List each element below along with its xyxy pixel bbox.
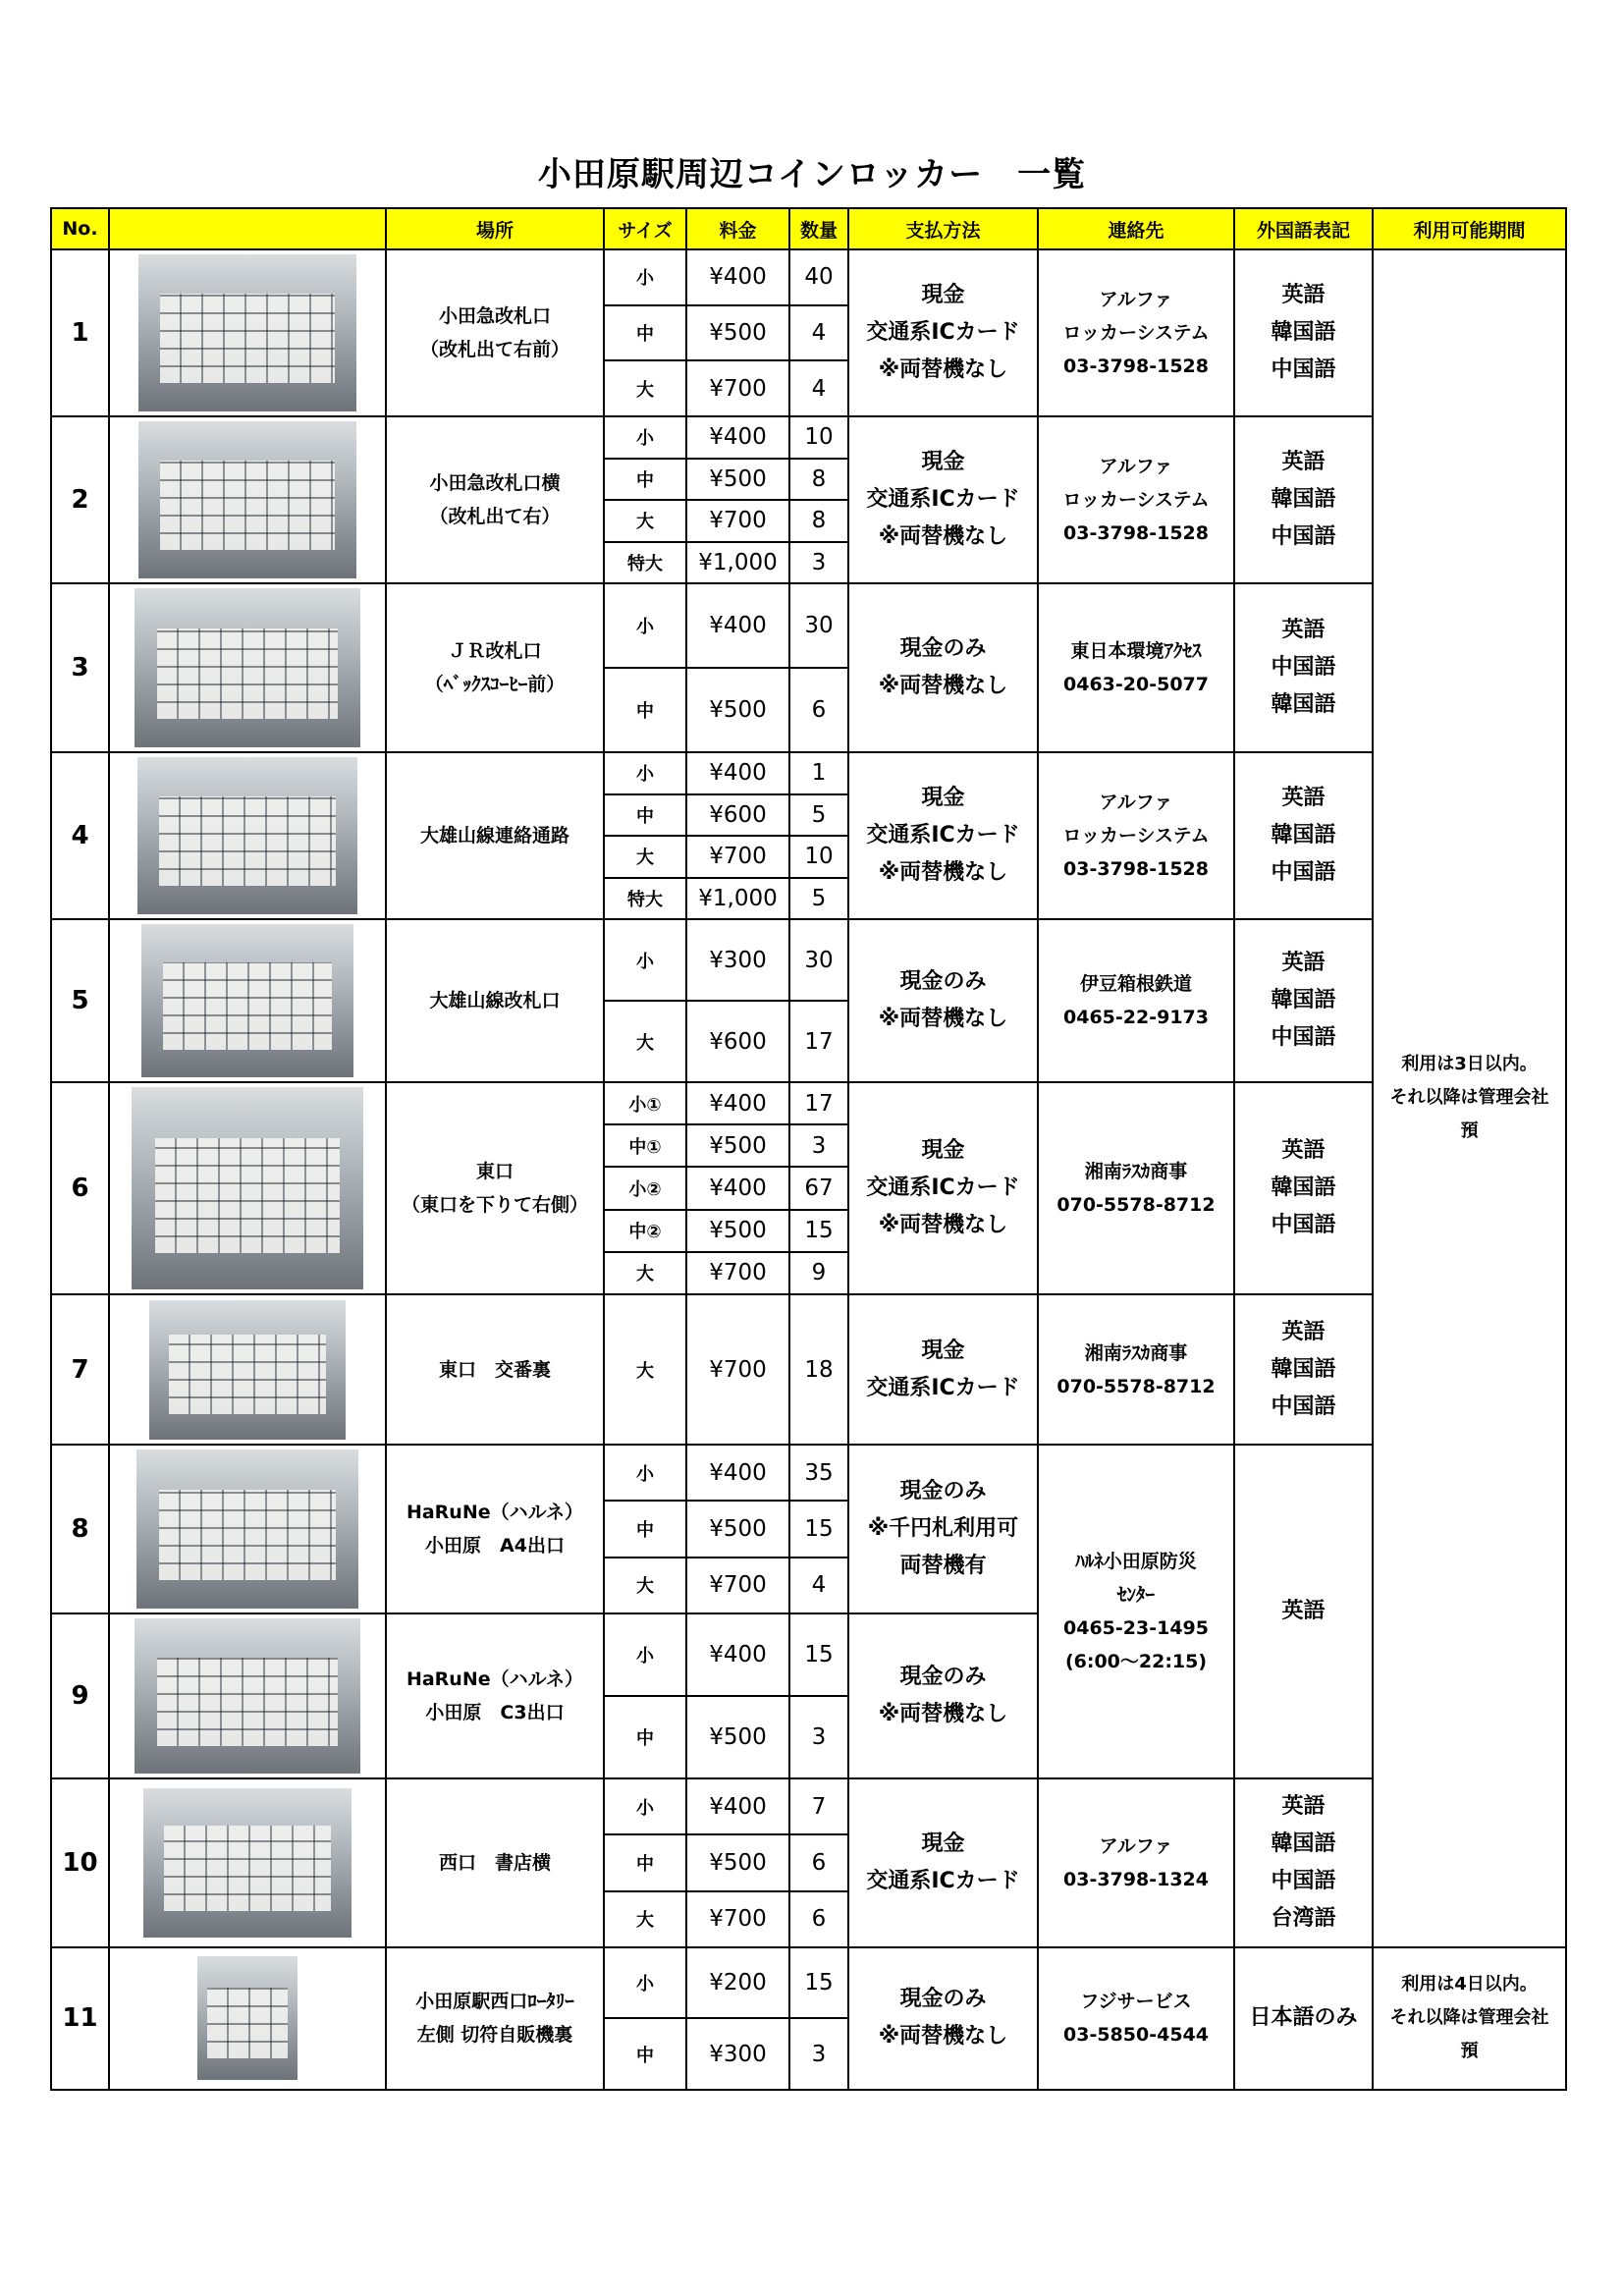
language-support [1234,249,1373,416]
payment-method-line: 交通系ICカード [866,487,1020,512]
price-value: ¥500 [686,1124,789,1167]
locker-photo-cell [109,1082,386,1294]
payment-method-line: 現金のみ [899,636,987,661]
payment-method-line: 両替機有 [899,1554,987,1578]
location-line: 東口 交番裏 [438,1358,551,1381]
locker-photo-cell [109,1294,386,1445]
contact-info [1038,1947,1234,2090]
payment-method-line: 現金 [921,1831,965,1856]
quantity-value: 3 [789,542,848,584]
quantity-value: 3 [789,1696,848,1778]
header-payment: 支払方法 [848,208,1038,249]
location [386,1947,604,2090]
usage-period-line: 利用は3日以内。 [1401,1054,1538,1075]
row-number: 3 [51,583,109,752]
size-label: 小 [604,1445,686,1501]
quantity-value: 6 [789,1834,848,1890]
contact-info-line: 東日本環境ｱｸｾｽ [1070,640,1202,662]
size-label: 大 [604,1294,686,1445]
payment-method-line: 交通系ICカード [866,823,1020,847]
row-number: 9 [51,1613,109,1778]
locker-photo [138,254,356,411]
locker-photo [136,1449,358,1609]
location-line: （改札出て右前） [419,339,569,360]
size-label: 小① [604,1082,686,1124]
quantity-value: 6 [789,668,848,752]
table-row [51,583,1566,668]
language-support-line: 中国語 [1271,357,1336,382]
language-support-line: 中国語 [1271,1213,1336,1237]
payment-method [848,1613,1038,1778]
price-value: ¥700 [686,1558,789,1613]
quantity-value: 5 [789,878,848,920]
language-support [1234,1445,1373,1778]
language-support-line: 韓国語 [1271,320,1336,345]
contact-info-line: ロッカーシステム [1062,322,1210,344]
table-row [51,416,1566,459]
language-support-line: 韓国語 [1271,1175,1336,1200]
table-row [51,1294,1566,1445]
header-row [51,208,1566,249]
location-line: 大雄山線改札口 [429,990,561,1011]
location [386,1613,604,1778]
location-line: 左側 切符自販機裏 [416,2024,573,2047]
language-support-line: 中国語 [1271,1025,1336,1050]
size-label: 中 [604,1696,686,1778]
payment-method-line: 交通系ICカード [866,1375,1020,1400]
payment-method-line: 交通系ICカード [866,320,1020,345]
payment-method [848,752,1038,919]
contact-info-line: アルファ [1099,1834,1173,1857]
locker-photo-cell [109,752,386,919]
quantity-value: 1 [789,752,848,794]
contact-info-line: 0465-22-9173 [1063,1007,1209,1028]
language-support [1234,1294,1373,1445]
size-label: 小 [604,752,686,794]
language-support-line: 英語 [1281,786,1326,810]
size-label: 大 [604,1891,686,1947]
location-line: 小田原 A4出口 [425,1535,565,1557]
quantity-value: 17 [789,1001,848,1082]
price-value: ¥400 [686,1445,789,1501]
usage-period-line: 預 [1460,2041,1479,2062]
contact-info-line: 0465-23-1495 [1063,1617,1209,1639]
payment-method-line: 現金のみ [899,1987,987,2012]
payment-method-line: 現金 [921,1138,965,1163]
header-location: 場所 [386,208,604,249]
size-label: 特大 [604,542,686,584]
quantity-value: 15 [789,1613,848,1696]
locker-photo [135,1618,360,1774]
price-value: ¥700 [686,836,789,878]
language-support-line: 中国語 [1271,655,1336,680]
size-label: 特大 [604,878,686,920]
location-line: 西口 書店横 [438,1851,551,1874]
contact-info [1038,919,1234,1082]
price-value: ¥400 [686,752,789,794]
size-label: 大 [604,1252,686,1294]
header-language: 外国語表記 [1234,208,1373,249]
size-label: 小 [604,1613,686,1696]
location [386,249,604,416]
size-label: 中 [604,794,686,837]
payment-method-line: 現金 [921,786,965,810]
payment-method-line: ※両替機なし [878,524,1008,549]
size-label: 小 [604,249,686,305]
price-value: ¥500 [686,1501,789,1557]
usage-period-line: 利用は4日以内。 [1401,1974,1538,1995]
contact-info-line: ロッカーシステム [1062,825,1210,847]
price-value: ¥1,000 [686,542,789,584]
size-label: 大 [604,500,686,542]
contact-info-line: アルファ [1099,456,1173,477]
language-support-line: 英語 [1281,618,1326,642]
size-label: 中 [604,1834,686,1890]
payment-method-line: ※両替機なし [878,860,1008,885]
row-number: 5 [51,919,109,1082]
language-support-line: 英語 [1281,450,1326,474]
price-value: ¥1,000 [686,878,789,920]
quantity-value: 7 [789,1778,848,1834]
contact-info-line: 03-5850-4544 [1063,2024,1209,2047]
location-line: ＪＲ改札口 [448,640,542,662]
payment-method-line: ※両替機なし [878,1702,1008,1726]
price-value: ¥200 [686,1947,789,2019]
language-support-line: 台湾語 [1271,1905,1336,1931]
language-support-line: 韓国語 [1271,1831,1336,1856]
price-value: ¥400 [686,416,789,459]
quantity-value: 40 [789,249,848,305]
contact-info-line: アルファ [1099,289,1173,310]
locker-photo [138,421,356,578]
payment-method-line: ※両替機なし [878,674,1008,698]
row-number: 6 [51,1082,109,1294]
locker-photo-cell [109,919,386,1082]
table-row [51,752,1566,794]
quantity-value: 15 [789,1210,848,1252]
table-row [51,1082,1566,1124]
size-label: 大 [604,1558,686,1613]
location-line: 小田原駅西口ﾛｰﾀﾘｰ [415,1991,574,2013]
header-price: 料金 [686,208,789,249]
contact-info-line: 03-3798-1528 [1063,858,1209,880]
location [386,1082,604,1294]
language-support-line: 英語 [1281,1319,1326,1344]
contact-info [1038,249,1234,416]
locker-photo-cell [109,249,386,416]
size-label: 中 [604,1501,686,1557]
price-value: ¥700 [686,1891,789,1947]
contact-info-line: ｾﾝﾀｰ [1116,1584,1155,1606]
price-value: ¥600 [686,794,789,837]
payment-method [848,1294,1038,1445]
row-number: 11 [51,1947,109,2090]
price-value: ¥300 [686,919,789,1001]
size-label: 大 [604,360,686,416]
quantity-value: 9 [789,1252,848,1294]
contact-info [1038,752,1234,919]
size-label: 小 [604,1778,686,1834]
language-support [1234,583,1373,752]
quantity-value: 10 [789,836,848,878]
header-period: 利用可能期間 [1373,208,1566,249]
price-value: ¥400 [686,249,789,305]
price-value: ¥400 [686,583,789,668]
price-value: ¥500 [686,459,789,501]
location-line: 大雄山線連絡通路 [419,825,569,847]
quantity-value: 4 [789,1558,848,1613]
location-line: 東口 [475,1161,514,1182]
payment-method-line: ※両替機なし [878,2024,1008,2050]
language-support [1234,416,1373,583]
quantity-value: 15 [789,1501,848,1557]
location-line: HaRuNe（ハルネ） [406,1502,584,1523]
usage-period-line: それ以降は管理会社 [1389,1087,1549,1109]
table-row [51,1445,1566,1501]
table-row [51,1947,1566,2019]
table-row [51,1778,1566,1834]
quantity-value: 15 [789,1947,848,2019]
language-support-line: 英語 [1281,283,1326,307]
usage-period-line: それ以降は管理会社 [1389,2007,1549,2029]
size-label: 中 [604,459,686,501]
quantity-value: 35 [789,1445,848,1501]
location [386,583,604,752]
contact-info [1038,1294,1234,1445]
payment-method-line: 現金のみ [899,969,987,994]
contact-info-line: 湘南ﾗｽｶ商事 [1084,1161,1188,1182]
payment-method-line: 現金 [921,1338,965,1363]
location [386,752,604,919]
locker-photo [197,1956,298,2080]
size-label: 中② [604,1210,686,1252]
row-number: 7 [51,1294,109,1445]
location [386,919,604,1082]
language-support-line: 韓国語 [1271,1356,1336,1382]
payment-method-line: ※両替機なし [878,1213,1008,1237]
quantity-value: 30 [789,583,848,668]
size-label: 小② [604,1167,686,1209]
price-value: ¥700 [686,500,789,542]
size-label: 中 [604,2018,686,2090]
quantity-value: 30 [789,919,848,1001]
language-support-line: 韓国語 [1271,692,1336,717]
location-line: 小田急改札口横 [429,472,561,494]
size-label: 小 [604,416,686,459]
payment-method-line: 現金 [921,283,965,307]
usage-period [1373,1947,1566,2090]
price-value: ¥500 [686,1834,789,1890]
row-number: 8 [51,1445,109,1613]
language-support-line: 中国語 [1271,1868,1336,1893]
language-support-line: 英語 [1281,1138,1326,1163]
language-support-line: 英語 [1281,1599,1326,1623]
language-support [1234,752,1373,919]
quantity-value: 3 [789,1124,848,1167]
quantity-value: 4 [789,360,848,416]
language-support-line: 英語 [1281,951,1326,975]
payment-method-line: ※両替機なし [878,357,1008,382]
price-value: ¥600 [686,1001,789,1082]
quantity-value: 8 [789,500,848,542]
location-line: 小田原 C3出口 [425,1702,565,1723]
contact-info [1038,1778,1234,1947]
quantity-value: 17 [789,1082,848,1124]
language-support-line: 韓国語 [1271,988,1336,1012]
locker-photo-cell [109,583,386,752]
quantity-value: 5 [789,794,848,837]
price-value: ¥500 [686,1210,789,1252]
location-line: （ﾍﾞｯｸｽｺｰﾋｰ前） [424,674,566,695]
payment-method-line: 現金のみ [899,1665,987,1689]
table-row [51,919,1566,1001]
contact-info-line: フジサービス [1080,1991,1192,2013]
locker-photo-cell [109,1778,386,1947]
locker-photo-cell [109,1947,386,2090]
location-line: 小田急改札口 [438,305,551,327]
language-support-line: 日本語のみ [1249,2005,1358,2031]
row-number: 1 [51,249,109,416]
quantity-value: 18 [789,1294,848,1445]
contact-info-line: 0463-20-5077 [1063,674,1209,695]
quantity-value: 4 [789,305,848,361]
locker-photo [132,1087,363,1289]
usage-period [1373,249,1566,1947]
payment-method-line: 交通系ICカード [866,1175,1020,1200]
payment-method [848,416,1038,583]
locker-photo-cell [109,416,386,583]
language-support [1234,1947,1373,2090]
language-support [1234,1778,1373,1947]
header-contact: 連絡先 [1038,208,1234,249]
locker-photo [135,588,360,747]
size-label: 中① [604,1124,686,1167]
quantity-value: 8 [789,459,848,501]
price-value: ¥700 [686,360,789,416]
locker-photo-cell [109,1445,386,1613]
language-support-line: 中国語 [1271,1394,1336,1419]
size-label: 大 [604,1001,686,1082]
contact-info-line: (6:00～22:15) [1064,1651,1208,1672]
contact-info [1038,1445,1234,1778]
header-no: No. [51,208,109,249]
locker-photo [143,1788,352,1938]
locker-photo [141,924,353,1077]
quantity-value: 6 [789,1891,848,1947]
payment-method-line: ※両替機なし [878,1007,1008,1031]
size-label: 小 [604,919,686,1001]
location-line: HaRuNe（ハルネ） [406,1668,584,1690]
row-number: 4 [51,752,109,919]
payment-method-line: 現金 [921,450,965,474]
locker-table [50,207,1567,2091]
header-photo [109,208,386,249]
header-size: サイズ [604,208,686,249]
payment-method [848,583,1038,752]
payment-method-line: ※千円札利用可 [867,1516,1019,1541]
price-value: ¥500 [686,1696,789,1778]
usage-period-line: 預 [1460,1121,1479,1142]
payment-method [848,919,1038,1082]
price-value: ¥500 [686,305,789,361]
language-support-line: 韓国語 [1271,487,1336,512]
location [386,1778,604,1947]
language-support-line: 中国語 [1271,524,1336,549]
locker-photo [137,757,357,914]
language-support-line: 韓国語 [1271,823,1336,847]
quantity-value: 67 [789,1167,848,1209]
payment-method [848,1947,1038,2090]
locker-photo-cell [109,1613,386,1778]
payment-method [848,1445,1038,1613]
header-qty: 数量 [789,208,848,249]
size-label: 小 [604,583,686,668]
contact-info-line: 湘南ﾗｽｶ商事 [1084,1341,1188,1364]
location [386,1294,604,1445]
price-value: ¥300 [686,2018,789,2090]
contact-info-line: 03-3798-1528 [1063,355,1209,377]
table-row [51,249,1566,305]
language-support-line: 中国語 [1271,860,1336,885]
contact-info-line: 03-3798-1324 [1063,1868,1209,1890]
contact-info [1038,416,1234,583]
language-support [1234,1082,1373,1294]
payment-method [848,1082,1038,1294]
contact-info-line: ﾊﾙﾈ小田原防災 [1075,1551,1197,1572]
contact-info [1038,1082,1234,1294]
price-value: ¥400 [686,1613,789,1696]
payment-method [848,249,1038,416]
location-line: （東口を下りて右側） [401,1194,588,1216]
price-value: ¥500 [686,668,789,752]
row-number: 2 [51,416,109,583]
contact-info-line: 070-5578-8712 [1056,1194,1216,1216]
size-label: 中 [604,668,686,752]
location [386,1445,604,1613]
price-value: ¥400 [686,1082,789,1124]
quantity-value: 10 [789,416,848,459]
payment-method [848,1778,1038,1947]
contact-info-line: 03-3798-1528 [1063,522,1209,544]
payment-method-line: 交通系ICカード [866,1868,1020,1893]
price-value: ¥700 [686,1252,789,1294]
size-label: 中 [604,305,686,361]
language-support-line: 英語 [1281,1793,1326,1819]
contact-info-line: 070-5578-8712 [1056,1375,1216,1397]
contact-info-line: ロッカーシステム [1062,489,1210,511]
page-title: 小田原駅周辺コインロッカー 一覧 [537,155,1087,194]
price-value: ¥400 [686,1167,789,1209]
price-value: ¥700 [686,1294,789,1445]
location-line: （改札出て右） [429,506,561,527]
size-label: 大 [604,836,686,878]
contact-info [1038,583,1234,752]
row-number: 10 [51,1778,109,1947]
language-support [1234,919,1373,1082]
size-label: 小 [604,1947,686,2019]
contact-info-line: 伊豆箱根鉄道 [1079,973,1192,995]
contact-info-line: アルファ [1099,792,1173,813]
quantity-value: 3 [789,2018,848,2090]
location [386,416,604,583]
locker-photo [149,1300,346,1440]
price-value: ¥400 [686,1778,789,1834]
payment-method-line: 現金のみ [899,1479,987,1503]
